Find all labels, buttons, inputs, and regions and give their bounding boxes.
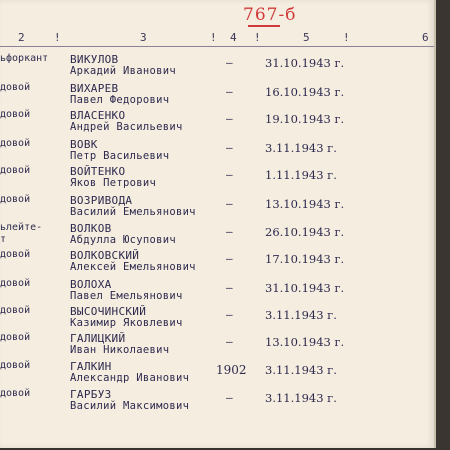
birth-year-cell: — [226, 85, 233, 98]
header-sep: ! [54, 31, 61, 44]
date-cell: 1.11.1943 г. [265, 168, 337, 182]
table-row [0, 165, 434, 195]
table-row [0, 82, 434, 112]
surname: ВЛАСЕНКО [70, 109, 126, 122]
header-divider [0, 46, 434, 47]
date-cell: 3.11.1943 г. [265, 363, 337, 377]
surname: ВОЗРИВОДА [70, 194, 133, 207]
table-row [0, 332, 434, 362]
table-row [0, 305, 434, 335]
surname: ВИХАРЕВ [70, 82, 119, 95]
birth-year-cell: — [226, 335, 233, 348]
surname: ГАЛИЦКИЙ [70, 332, 126, 345]
header-col-2: 2 [18, 31, 25, 44]
surname: ВОЛОХА [70, 278, 112, 291]
table-row [0, 278, 434, 308]
date-cell: 13.10.1943 г. [265, 197, 345, 211]
birth-year-cell: — [226, 225, 233, 238]
rank-cell: ьфоркант [0, 53, 49, 64]
surname: ГАЛКИН [70, 360, 112, 373]
surname: ГАРБУЗ [70, 388, 112, 401]
surname: ВОЙТЕНКО [70, 165, 126, 178]
given-names: Василий Емельянович [70, 206, 196, 218]
date-cell: 3.11.1943 г. [265, 391, 337, 405]
header-col-4: 4 [230, 31, 237, 44]
header-sep: ! [210, 31, 217, 44]
header-sep: ! [343, 31, 350, 44]
surname: ВИКУЛОВ [70, 53, 119, 66]
header-col-3: 3 [140, 31, 147, 44]
birth-year-cell: — [226, 56, 233, 69]
rank-cell: довой [0, 305, 31, 316]
date-cell: 16.10.1943 г. [265, 85, 345, 99]
rank-cell-continued: т [0, 234, 7, 245]
date-cell: 19.10.1943 г. [265, 112, 345, 126]
surname: ВОЛКОВСКИЙ [70, 249, 140, 262]
rank-cell: довой [0, 332, 31, 343]
table-row [0, 388, 434, 418]
birth-year-cell: — [226, 391, 233, 404]
table-row [0, 109, 434, 139]
header-col-6: 6 [422, 31, 429, 44]
birth-year-cell: — [226, 197, 233, 210]
given-names: Павел Федорович [70, 94, 170, 106]
birth-year-cell: — [226, 281, 233, 294]
header-sep: ! [254, 31, 261, 44]
given-names: Аркадий Иванович [70, 65, 176, 77]
table-row [0, 53, 434, 83]
table-row [0, 194, 434, 224]
table-row [0, 222, 434, 252]
birth-year-cell: — [226, 141, 233, 154]
surname: ВОВК [70, 138, 98, 151]
birth-year-cell: — [226, 168, 233, 181]
rank-cell: довой [0, 388, 31, 399]
given-names: Иван Николаевич [70, 344, 170, 356]
rank-cell: довой [0, 138, 31, 149]
date-cell: 17.10.1943 г. [265, 252, 345, 266]
rank-cell: довой [0, 278, 31, 289]
birth-year-cell: — [226, 308, 233, 321]
date-cell: 31.10.1943 г. [265, 281, 345, 295]
given-names: Василий Максимович [70, 400, 190, 412]
table-row [0, 360, 434, 390]
birth-year-cell: — [226, 112, 233, 125]
surname: ВОЛКОВ [70, 222, 112, 235]
date-cell: 13.10.1943 г. [265, 335, 345, 349]
date-cell: 3.11.1943 г. [265, 141, 337, 155]
rank-cell: довой [0, 165, 31, 176]
date-cell: 31.10.1943 г. [265, 56, 345, 70]
table-row [0, 249, 434, 279]
table-row [0, 138, 434, 168]
date-cell: 26.10.1943 г. [265, 225, 345, 239]
rank-cell: довой [0, 360, 31, 371]
given-names: Петр Васильевич [70, 150, 170, 162]
given-names: Андрей Васильевич [70, 121, 183, 133]
given-names: Яков Петрович [70, 177, 157, 189]
annotation-underline [248, 25, 280, 27]
surname: ВЫСОЧИНСКИЙ [70, 305, 147, 318]
birth-year-cell: — [226, 252, 233, 265]
rank-cell: довой [0, 82, 31, 93]
given-names: Александр Иванович [70, 372, 190, 384]
rank-cell: ьлейте- [0, 222, 43, 233]
rank-cell: довой [0, 249, 31, 260]
date-cell: 3.11.1943 г. [265, 308, 337, 322]
given-names: Алексей Емельянович [70, 261, 196, 273]
header-col-5: 5 [303, 31, 310, 44]
rank-cell: довой [0, 194, 31, 205]
page-annotation: 767-б [243, 5, 297, 25]
birth-year-cell: 1902 [216, 363, 247, 377]
given-names: Казимир Яковлевич [70, 317, 183, 329]
rank-cell: довой [0, 109, 31, 120]
given-names: Абдулла Юсупович [70, 234, 176, 246]
given-names: Павел Емельянович [70, 290, 183, 302]
